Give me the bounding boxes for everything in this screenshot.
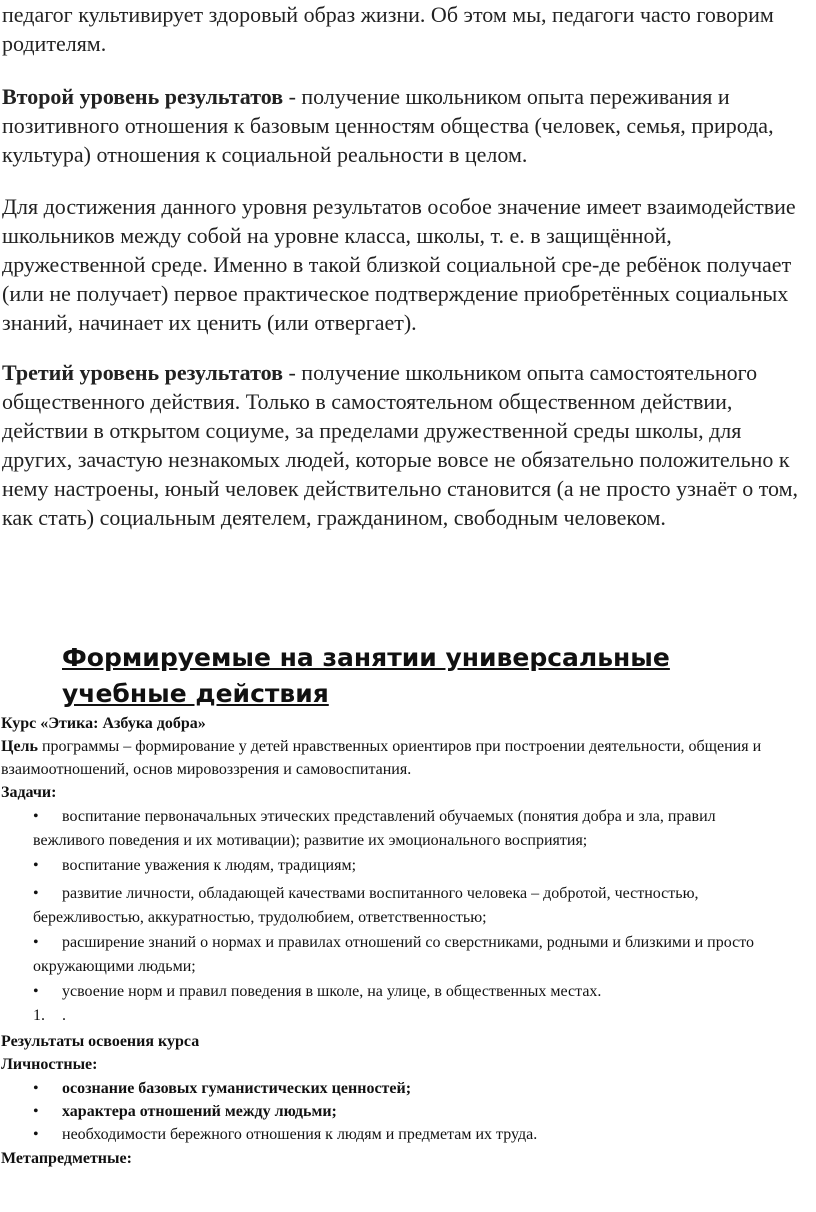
paragraph-second-level xyxy=(0,82,816,169)
numbered-item-text: . xyxy=(62,1007,66,1024)
bullet-icon: • xyxy=(33,1080,39,1097)
numbered-marker: 1. xyxy=(33,1007,45,1024)
bullet-icon: • xyxy=(33,885,39,902)
course-title xyxy=(0,712,816,735)
second-level-text: - получение школьником опыта переживания и позитивного отношения к базовым ценностям общества (человек, семья, природа, культура) отношения к социальной реальности в целом. xyxy=(2,84,774,167)
third-level-title: Третий уровень результатов xyxy=(2,360,283,385)
bullet-icon: • xyxy=(33,1103,39,1120)
paragraph-third-level xyxy=(0,358,816,532)
meta-label xyxy=(0,1147,816,1170)
bullet-icon: • xyxy=(33,934,39,951)
course-goal xyxy=(0,735,816,781)
results-label xyxy=(0,1030,816,1053)
tasks-list xyxy=(0,981,816,1002)
paragraph-text: педагог культивирует здоровый образ жизни. Об этом мы, педагоги часто говорим родителям. xyxy=(2,2,774,56)
tasks-list xyxy=(0,806,816,827)
list-item-text: развитие личности, обладающей качествами воспитанного человека – добротой, честностью, xyxy=(62,885,699,902)
heading-line-2: учебные действия xyxy=(62,679,329,708)
goal-text: программы – формирование у детей нравственных ориентиров при построении деятельности, общения и взаимоотношений, основ мировоззрения и самовоспитания. xyxy=(1,738,762,778)
numbered-item xyxy=(0,1004,816,1027)
personal-label-text: Личностные: xyxy=(1,1056,98,1073)
list-item-continuation: бережливостью, аккуратностью, трудолюбием, ответственностью; xyxy=(33,909,487,926)
list-item xyxy=(0,1124,816,1145)
heading-line-1: Формируемые на занятии универсальные xyxy=(62,643,670,672)
section-heading xyxy=(0,640,816,712)
paragraph-text: Для достижения данного уровня результатов особое значение имеет взаимодействие школьников между собой на уровне класса, школы, т. е. в защищённой, дружественной среде. Именно в такой близкой социальной сре-де ребёнок получает (или не получает) первое практическое подтверждение приобретённых социальных знаний, начинает их ценить (или отвергает). xyxy=(2,194,796,335)
course-title-text: Курс «Этика: Азбука добра» xyxy=(1,715,206,732)
personal-results-list xyxy=(0,1078,816,1145)
list-item-continuation: окружающими людьми; xyxy=(33,958,196,975)
tasks-list xyxy=(0,932,816,953)
bullet-icon: • xyxy=(33,857,39,874)
personal-label xyxy=(0,1053,816,1076)
tasks-label-text: Задачи: xyxy=(1,784,57,801)
list-item-text: характера отношений между людьми; xyxy=(62,1103,337,1120)
bullet-icon: • xyxy=(33,983,39,1000)
list-item-text: усвоение норм и правил поведения в школе, на улице, в общественных местах. xyxy=(62,983,602,1000)
bullet-icon: • xyxy=(33,808,39,825)
paragraph-second-level-details xyxy=(0,192,816,337)
list-item xyxy=(0,855,816,876)
list-item-continuation: вежливого поведения и их мотивации); развитие их эмоционального восприятия; xyxy=(33,832,588,849)
goal-label: Цель xyxy=(1,738,38,755)
list-item xyxy=(0,883,816,904)
bullet-icon: • xyxy=(33,1126,39,1143)
tasks-label xyxy=(0,781,816,804)
list-item-text: расширение знаний о нормах и правилах отношений со сверстниками, родными и близкими и просто xyxy=(62,934,754,951)
list-item xyxy=(0,981,816,1002)
list-item xyxy=(0,932,816,953)
tasks-list xyxy=(0,855,816,904)
second-level-title: Второй уровень результатов xyxy=(2,84,284,109)
results-label-text: Результаты освоения курса xyxy=(1,1033,200,1050)
third-level-text: - получение школьником опыта самостоятельного общественного действия. Только в самостоятельном общественном действии, действии в открытом социуме, за пределами дружественной среды школы, для других, зачастую незнакомых людей, которые вовсе не обязательно положительно к нему настроены, юный человек действительно становится (а не просто узнаёт о том, как стать) социальным деятелем, гражданином, свободным человеком. xyxy=(2,360,799,530)
list-item-text: необходимости бережного отношения к людям и предметам их труда. xyxy=(62,1126,538,1143)
paragraph-healthy-lifestyle xyxy=(0,0,816,58)
list-item-text: осознание базовых гуманистических ценностей; xyxy=(62,1080,412,1097)
course-section xyxy=(0,712,816,1170)
list-item xyxy=(0,1078,816,1099)
list-item-text: воспитание уважения к людям, традициям; xyxy=(62,857,357,874)
list-item xyxy=(0,806,816,827)
list-item xyxy=(0,1101,816,1122)
meta-label-text: Метапредметные: xyxy=(1,1150,132,1167)
list-item-text: воспитание первоначальных этических представлений обучаемых (понятия добра и зла, правил xyxy=(62,808,716,825)
